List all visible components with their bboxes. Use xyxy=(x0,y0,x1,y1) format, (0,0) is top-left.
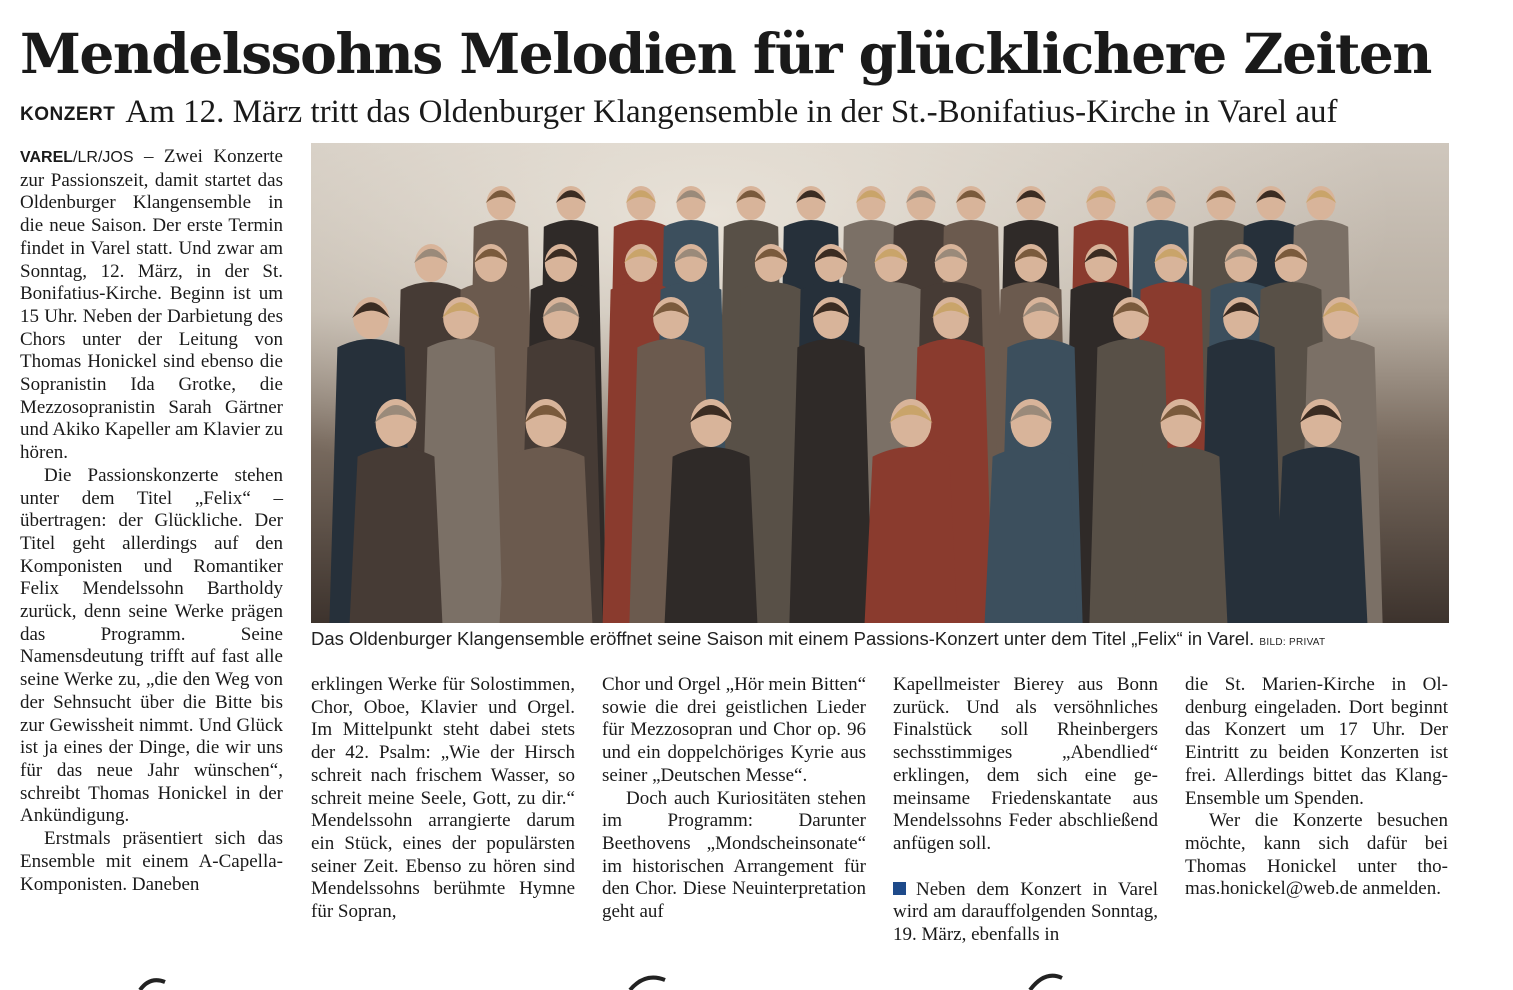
paragraph: Erstmals präsentiert sich das Ensemble mit einem A-Capella-Komponisten. Daneben xyxy=(20,828,283,895)
headline: Mendelssohns Melodien für glücklichere Zeiten xyxy=(20,21,1431,86)
person-body xyxy=(500,447,593,623)
person-body xyxy=(1135,447,1228,623)
dateline: VAREL xyxy=(20,149,74,166)
paragraph: Doch auch Kuriositäten stehen im Programm: Darunter Beethovens „Mondscheinsonate“ im historischen Arrangement für den Chor. Diese Neuinterpretation geht auf xyxy=(602,787,866,923)
kicker: KONZERT xyxy=(20,104,116,125)
person-body xyxy=(665,447,758,623)
photo-credit: BILD: PRIVAT xyxy=(1259,637,1326,648)
person-body xyxy=(1275,447,1368,623)
subheadline: Am 12. März tritt das Oldenburger Klangensemble in der St.-Bonifatius-Kirche in Varel auf xyxy=(125,94,1338,130)
dateline-authors: /LR/JOS xyxy=(73,149,134,166)
photo-caption-line xyxy=(311,627,1451,655)
paragraph: die St. Marien-Kirche in Oldenburg eingeladen. Dort beginnt das Konzert um 17 Uhr. Der Eintritt zu beiden Konzerten ist frei. Allerdings bittet das Klang-Ensemble um Spenden. xyxy=(1185,674,1448,809)
paragraph: Kapellmeister Bierey aus Bonn zurück. Und als versöhnliches Finalstück soll Rheinbergers sechsstimmiges „Abendlied“ erklingen, dem sich eine gemeinsame Friedenskantate aus Mendelssohns Feder abschließend anfügen soll. xyxy=(893,674,1158,854)
photo-illustration xyxy=(311,143,1449,623)
paragraph-text: Neben dem Konzert in Varel wird am darauffolgenden Sonntag, 19. März, ebenfalls in xyxy=(893,878,1158,946)
next-headline-fragment xyxy=(0,968,1513,990)
subheadline-line xyxy=(20,90,1500,137)
bullet-square-icon xyxy=(893,882,906,895)
person-body xyxy=(865,447,958,623)
ensemble-photo xyxy=(311,143,1449,623)
article-column-2 xyxy=(311,674,575,924)
article-column-5 xyxy=(1185,674,1448,901)
ensemble-members xyxy=(329,186,1382,623)
article-column-4 xyxy=(893,674,1158,947)
article-column-1 xyxy=(20,146,283,896)
paragraph xyxy=(893,879,1158,947)
person-body xyxy=(789,339,872,623)
paragraph xyxy=(20,146,283,465)
paragraph-text: – Zwei Konzerte zur Passionszeit, damit startet das Oldenburger Klangensemble in die neue Saison. Der erste Termin findet in Varel statt. Und zwar am Sonntag, 12. März, in der St. Bonifatius-Kirche. Beginn ist um 15 Uhr. Neben der Darbietung des Chors unter der Leitung von Thomas Honickel sind ebenso die Sopranistin Ida Grotke, die Mezzosopranistin Sarah Gärtner und Akiko Kapeller am Klavier zu hören. xyxy=(20,146,283,464)
article-column-3 xyxy=(602,674,866,924)
cropped-text-fragment xyxy=(0,968,1513,990)
paragraph: erklingen Werke für Solostimmen, Chor, Oboe, Klavier und Orgel. Im Mittelpunkt steht dabei stets der 42. Psalm: „Wie der Hirsch schreit nach frischem Wasser, so schreit meine Seele, Gott, zu dir.“ Mendelssohn arrangierte darum ein Stück, eines der populärsten seiner Zeit. Ebenso zu hören sind Mendelssohns berühmte Hymne für Sopran, xyxy=(311,674,575,923)
paragraph: Wer die Konzerte besuchen möchte, kann sich dafür bei Thomas Honickel unter thomas.honickel@web.de anmelden. xyxy=(1185,810,1448,900)
person-body xyxy=(350,447,443,623)
paragraph: Die Passionskonzerte stehen unter dem Titel „Felix“ – übertragen: der Glückliche. Der Titel geht allerdings auf den Komponisten und Romantiker Felix Mendelssohn Bartholdy zurück, denn seine Werke prägen das Programm. Seine Namensdeutung trifft auf fast alle seine Werke zu, „die den Weg von der Sehnsucht über die Bitte bis zur Gewissheit nimmt. Und Glück ist ja eines der Dinge, die wir uns für das neue Jahr wünschen“, schreibt Thomas Honickel in der Ankündigung. xyxy=(20,464,283,827)
photo-caption: Das Oldenburger Klangensemble eröffnet seine Saison mit einem Passions-Konzert unter dem Titel „Felix“ in Varel. xyxy=(311,628,1255,649)
person-body xyxy=(985,447,1078,623)
paragraph: Chor und Orgel „Hör mein Bitten“ sowie die drei geistlichen Lieder für Mezzosopran und Chor op. 96 und ein doppelchöriges Kyrie aus seiner „Deutschen Messe“. xyxy=(602,674,867,786)
